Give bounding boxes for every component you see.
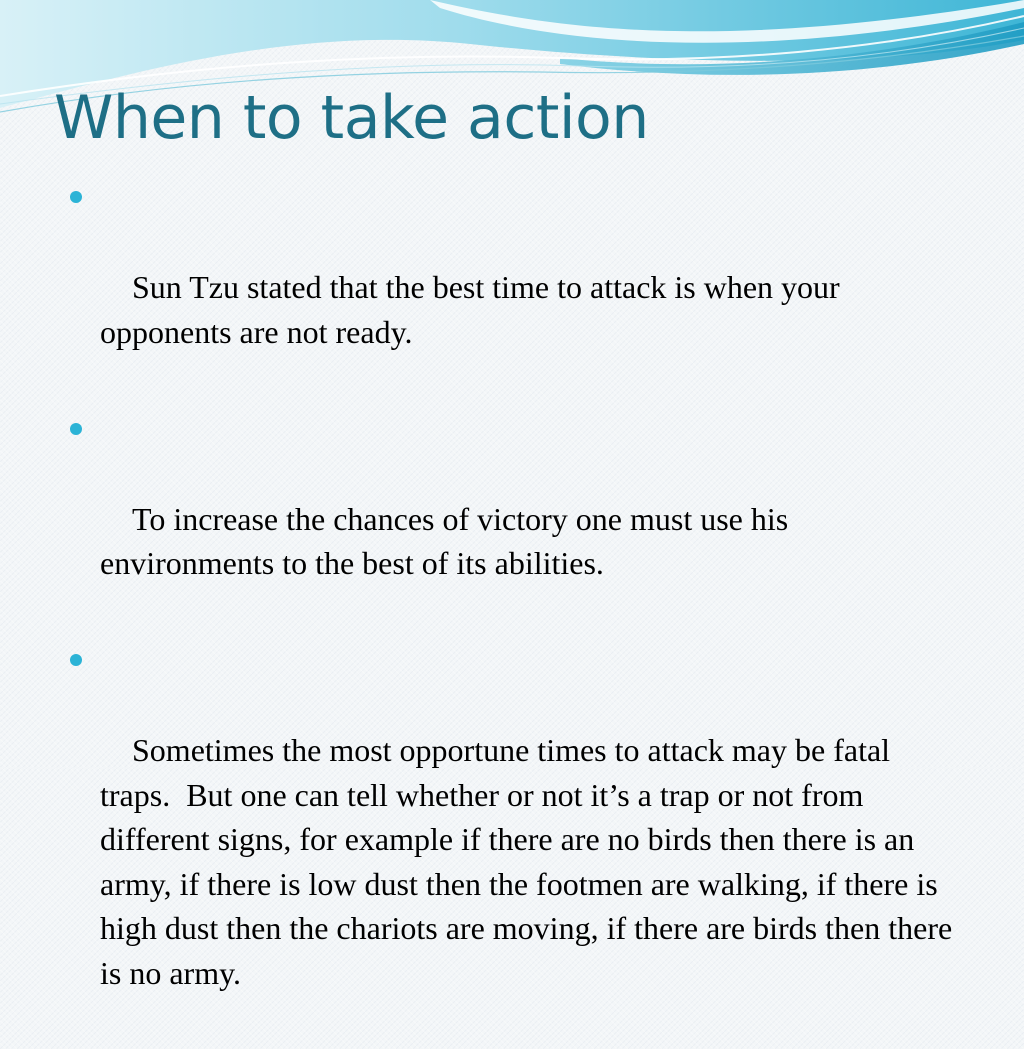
bullet-dot-icon bbox=[70, 654, 82, 666]
bullet-item-1 bbox=[100, 176, 960, 399]
slide-title: When to take action bbox=[54, 83, 649, 153]
bullet-list bbox=[100, 176, 960, 1049]
bullet-dot-icon bbox=[70, 191, 82, 203]
bullet-text-2: To increase the chances of victory one must use his environments to the best of its abilities. bbox=[100, 500, 797, 581]
bullet-dot-icon bbox=[70, 423, 82, 435]
bullet-item-2 bbox=[100, 408, 960, 631]
bullet-text-3: Sometimes the most opportune times to attack may be fatal traps. But one can tell whether or not it’s a trap or not from different signs, for example if there are no birds then there is an army, if there is low dust then the footmen are walking, if there is high dust then the chariots are moving, if there are birds then there is no army. bbox=[100, 732, 961, 991]
bullet-item-3 bbox=[100, 639, 960, 1040]
bullet-text-1: Sun Tzu stated that the best time to attack is when your opponents are not ready. bbox=[100, 269, 848, 350]
